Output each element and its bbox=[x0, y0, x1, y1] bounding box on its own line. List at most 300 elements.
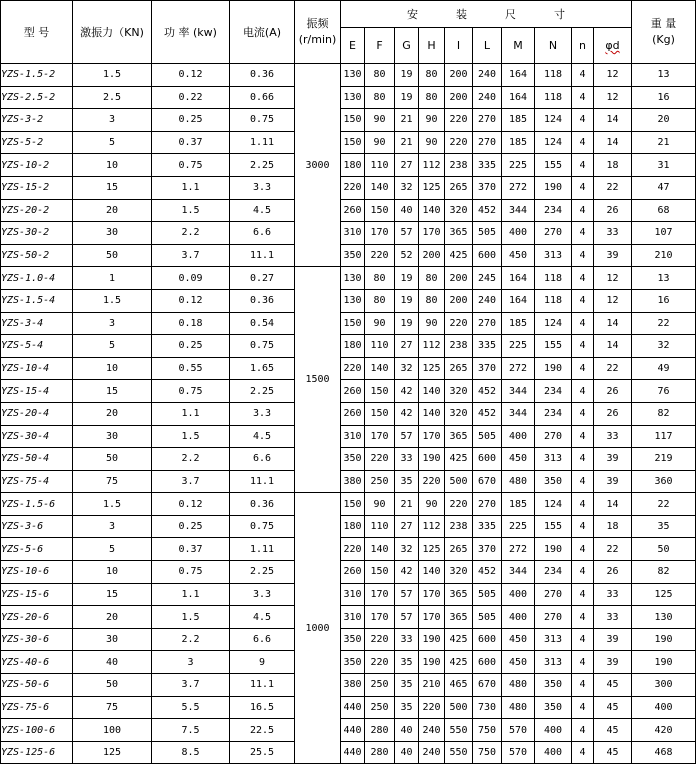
value-cell: 21 bbox=[395, 493, 419, 516]
value-cell: 600 bbox=[473, 244, 502, 267]
value-cell: 0.75 bbox=[152, 154, 230, 177]
value-cell: 670 bbox=[473, 470, 502, 493]
value-cell: 4 bbox=[572, 583, 594, 606]
value-cell: 100 bbox=[73, 719, 152, 742]
value-cell: 220 bbox=[365, 628, 395, 651]
value-cell: 45 bbox=[594, 674, 632, 697]
value-cell: 670 bbox=[473, 674, 502, 697]
value-cell: 0.75 bbox=[230, 109, 295, 132]
value-cell: 19 bbox=[395, 86, 419, 109]
value-cell: 40 bbox=[395, 741, 419, 764]
table-row bbox=[1, 651, 696, 674]
value-cell: 90 bbox=[365, 131, 395, 154]
value-cell: 90 bbox=[419, 131, 445, 154]
value-cell: 42 bbox=[395, 561, 419, 584]
table-row bbox=[1, 312, 696, 335]
value-cell: 370 bbox=[473, 538, 502, 561]
value-cell: 21 bbox=[632, 131, 696, 154]
value-cell: 33 bbox=[395, 448, 419, 471]
model-cell: YZS-3-4 bbox=[1, 312, 73, 335]
value-cell: 300 bbox=[632, 674, 696, 697]
value-cell: 272 bbox=[502, 176, 535, 199]
value-cell: 10 bbox=[73, 561, 152, 584]
header-dim-8: n bbox=[572, 28, 594, 64]
value-cell: 4 bbox=[572, 470, 594, 493]
value-cell: 3 bbox=[73, 312, 152, 335]
value-cell: 320 bbox=[445, 561, 473, 584]
value-cell: 57 bbox=[395, 222, 419, 245]
value-cell: 350 bbox=[341, 628, 365, 651]
value-cell: 140 bbox=[365, 538, 395, 561]
value-cell: 425 bbox=[445, 651, 473, 674]
value-cell: 1 bbox=[73, 267, 152, 290]
value-cell: 22 bbox=[632, 312, 696, 335]
table-row bbox=[1, 719, 696, 742]
value-cell: 50 bbox=[73, 244, 152, 267]
value-cell: 150 bbox=[341, 131, 365, 154]
value-cell: 200 bbox=[445, 289, 473, 312]
value-cell: 130 bbox=[341, 289, 365, 312]
value-cell: 42 bbox=[395, 380, 419, 403]
value-cell: 20 bbox=[632, 109, 696, 132]
value-cell: 440 bbox=[341, 741, 365, 764]
value-cell: 30 bbox=[73, 628, 152, 651]
value-cell: 270 bbox=[535, 606, 572, 629]
model-cell: YZS-100-6 bbox=[1, 719, 73, 742]
value-cell: 118 bbox=[535, 86, 572, 109]
table-row bbox=[1, 335, 696, 358]
value-cell: 130 bbox=[341, 267, 365, 290]
value-cell: 50 bbox=[73, 674, 152, 697]
value-cell: 125 bbox=[73, 741, 152, 764]
value-cell: 155 bbox=[535, 335, 572, 358]
value-cell: 0.66 bbox=[230, 86, 295, 109]
value-cell: 164 bbox=[502, 86, 535, 109]
table-row bbox=[1, 538, 696, 561]
value-cell: 12 bbox=[594, 267, 632, 290]
value-cell: 164 bbox=[502, 289, 535, 312]
value-cell: 118 bbox=[535, 64, 572, 87]
value-cell: 570 bbox=[502, 741, 535, 764]
value-cell: 220 bbox=[445, 109, 473, 132]
value-cell: 2.25 bbox=[230, 380, 295, 403]
value-cell: 45 bbox=[594, 741, 632, 764]
value-cell: 4 bbox=[572, 448, 594, 471]
header-force: 激振力（KN) bbox=[73, 1, 152, 64]
value-cell: 4 bbox=[572, 357, 594, 380]
value-cell: 420 bbox=[632, 719, 696, 742]
model-cell: YZS-2.5-2 bbox=[1, 86, 73, 109]
model-cell: YZS-10-4 bbox=[1, 357, 73, 380]
value-cell: 500 bbox=[445, 470, 473, 493]
value-cell: 2.25 bbox=[230, 154, 295, 177]
value-cell: 5 bbox=[73, 538, 152, 561]
value-cell: 170 bbox=[419, 425, 445, 448]
value-cell: 360 bbox=[632, 470, 696, 493]
value-cell: 550 bbox=[445, 719, 473, 742]
value-cell: 4 bbox=[572, 606, 594, 629]
value-cell: 350 bbox=[535, 674, 572, 697]
value-cell: 90 bbox=[419, 312, 445, 335]
value-cell: 125 bbox=[419, 176, 445, 199]
model-cell: YZS-10-6 bbox=[1, 561, 73, 584]
value-cell: 124 bbox=[535, 131, 572, 154]
value-cell: 335 bbox=[473, 515, 502, 538]
value-cell: 270 bbox=[535, 222, 572, 245]
value-cell: 31 bbox=[632, 154, 696, 177]
model-cell: YZS-5-2 bbox=[1, 131, 73, 154]
value-cell: 20 bbox=[73, 606, 152, 629]
value-cell: 15 bbox=[73, 176, 152, 199]
value-cell: 4 bbox=[572, 674, 594, 697]
value-cell: 320 bbox=[445, 402, 473, 425]
model-cell: YZS-30-4 bbox=[1, 425, 73, 448]
table-row bbox=[1, 493, 696, 516]
value-cell: 220 bbox=[341, 357, 365, 380]
value-cell: 5 bbox=[73, 335, 152, 358]
table-header bbox=[1, 1, 696, 64]
value-cell: 2.2 bbox=[152, 628, 230, 651]
value-cell: 0.18 bbox=[152, 312, 230, 335]
value-cell: 180 bbox=[341, 335, 365, 358]
table-row bbox=[1, 109, 696, 132]
table-row bbox=[1, 402, 696, 425]
table-row bbox=[1, 448, 696, 471]
value-cell: 260 bbox=[341, 561, 365, 584]
value-cell: 313 bbox=[535, 448, 572, 471]
value-cell: 22 bbox=[594, 538, 632, 561]
value-cell: 220 bbox=[341, 176, 365, 199]
value-cell: 2.5 bbox=[73, 86, 152, 109]
value-cell: 310 bbox=[341, 222, 365, 245]
value-cell: 320 bbox=[445, 380, 473, 403]
value-cell: 4 bbox=[572, 222, 594, 245]
value-cell: 110 bbox=[365, 154, 395, 177]
value-cell: 4 bbox=[572, 335, 594, 358]
value-cell: 370 bbox=[473, 176, 502, 199]
value-cell: 4 bbox=[572, 538, 594, 561]
value-cell: 6.6 bbox=[230, 448, 295, 471]
header-dim-3: H bbox=[419, 28, 445, 64]
value-cell: 118 bbox=[535, 289, 572, 312]
value-cell: 425 bbox=[445, 448, 473, 471]
header-dim-7: N bbox=[535, 28, 572, 64]
header-vibration-unit: (r/min) bbox=[298, 33, 337, 46]
value-cell: 14 bbox=[594, 131, 632, 154]
value-cell: 4 bbox=[572, 267, 594, 290]
header-weight-unit: (Kg) bbox=[652, 33, 675, 46]
model-cell: YZS-75-4 bbox=[1, 470, 73, 493]
header-vibration-label: 振频 bbox=[306, 17, 329, 30]
value-cell: 4 bbox=[572, 199, 594, 222]
value-cell: 20 bbox=[73, 402, 152, 425]
value-cell: 450 bbox=[502, 244, 535, 267]
value-cell: 1.5 bbox=[73, 64, 152, 87]
value-cell: 80 bbox=[419, 289, 445, 312]
value-cell: 4 bbox=[572, 515, 594, 538]
value-cell: 14 bbox=[594, 493, 632, 516]
value-cell: 90 bbox=[365, 109, 395, 132]
value-cell: 270 bbox=[535, 425, 572, 448]
table-body bbox=[1, 64, 696, 764]
value-cell: 130 bbox=[341, 64, 365, 87]
value-cell: 270 bbox=[473, 109, 502, 132]
value-cell: 39 bbox=[594, 628, 632, 651]
table-row bbox=[1, 561, 696, 584]
value-cell: 68 bbox=[632, 199, 696, 222]
value-cell: 125 bbox=[419, 538, 445, 561]
value-cell: 140 bbox=[419, 402, 445, 425]
value-cell: 14 bbox=[594, 109, 632, 132]
value-cell: 4 bbox=[572, 493, 594, 516]
value-cell: 234 bbox=[535, 402, 572, 425]
value-cell: 350 bbox=[341, 448, 365, 471]
value-cell: 150 bbox=[365, 380, 395, 403]
table-row bbox=[1, 244, 696, 267]
value-cell: 155 bbox=[535, 154, 572, 177]
table-row bbox=[1, 222, 696, 245]
value-cell: 320 bbox=[445, 199, 473, 222]
value-cell: 164 bbox=[502, 64, 535, 87]
value-cell: 344 bbox=[502, 402, 535, 425]
value-cell: 14 bbox=[594, 312, 632, 335]
value-cell: 107 bbox=[632, 222, 696, 245]
value-cell: 4.5 bbox=[230, 606, 295, 629]
value-cell: 200 bbox=[445, 267, 473, 290]
value-cell: 240 bbox=[473, 64, 502, 87]
value-cell: 90 bbox=[365, 312, 395, 335]
value-cell: 0.36 bbox=[230, 493, 295, 516]
value-cell: 0.55 bbox=[152, 357, 230, 380]
value-cell: 13 bbox=[632, 64, 696, 87]
value-cell: 4 bbox=[572, 561, 594, 584]
value-cell: 240 bbox=[473, 289, 502, 312]
value-cell: 16 bbox=[632, 86, 696, 109]
value-cell: 82 bbox=[632, 561, 696, 584]
value-cell: 245 bbox=[473, 267, 502, 290]
value-cell: 164 bbox=[502, 267, 535, 290]
value-cell: 9 bbox=[230, 651, 295, 674]
value-cell: 3 bbox=[152, 651, 230, 674]
value-cell: 3 bbox=[73, 109, 152, 132]
value-cell: 4 bbox=[572, 402, 594, 425]
value-cell: 220 bbox=[365, 244, 395, 267]
value-cell: 3.7 bbox=[152, 674, 230, 697]
value-cell: 1.5 bbox=[152, 425, 230, 448]
value-cell: 150 bbox=[341, 109, 365, 132]
rpm-cell: 1000 bbox=[295, 493, 341, 764]
value-cell: 238 bbox=[445, 515, 473, 538]
value-cell: 0.75 bbox=[230, 335, 295, 358]
value-cell: 0.22 bbox=[152, 86, 230, 109]
value-cell: 47 bbox=[632, 176, 696, 199]
value-cell: 750 bbox=[473, 719, 502, 742]
value-cell: 57 bbox=[395, 583, 419, 606]
table-row bbox=[1, 289, 696, 312]
value-cell: 22 bbox=[594, 176, 632, 199]
value-cell: 13 bbox=[632, 267, 696, 290]
value-cell: 7.5 bbox=[152, 719, 230, 742]
value-cell: 140 bbox=[419, 561, 445, 584]
model-cell: YZS-1.5-4 bbox=[1, 289, 73, 312]
value-cell: 190 bbox=[535, 176, 572, 199]
value-cell: 344 bbox=[502, 199, 535, 222]
model-cell: YZS-3-2 bbox=[1, 109, 73, 132]
value-cell: 452 bbox=[473, 561, 502, 584]
value-cell: 32 bbox=[395, 176, 419, 199]
value-cell: 82 bbox=[632, 402, 696, 425]
value-cell: 52 bbox=[395, 244, 419, 267]
model-cell: YZS-3-6 bbox=[1, 515, 73, 538]
value-cell: 440 bbox=[341, 719, 365, 742]
value-cell: 90 bbox=[419, 109, 445, 132]
value-cell: 140 bbox=[419, 199, 445, 222]
value-cell: 190 bbox=[632, 628, 696, 651]
value-cell: 3.3 bbox=[230, 583, 295, 606]
value-cell: 4 bbox=[572, 719, 594, 742]
model-cell: YZS-15-6 bbox=[1, 583, 73, 606]
value-cell: 4 bbox=[572, 628, 594, 651]
value-cell: 0.37 bbox=[152, 538, 230, 561]
value-cell: 365 bbox=[445, 583, 473, 606]
value-cell: 0.75 bbox=[230, 515, 295, 538]
value-cell: 0.25 bbox=[152, 515, 230, 538]
value-cell: 18 bbox=[594, 515, 632, 538]
header-vibration-frequency bbox=[295, 1, 341, 64]
value-cell: 0.54 bbox=[230, 312, 295, 335]
value-cell: 2.25 bbox=[230, 561, 295, 584]
value-cell: 0.27 bbox=[230, 267, 295, 290]
value-cell: 452 bbox=[473, 199, 502, 222]
model-cell: YZS-20-2 bbox=[1, 199, 73, 222]
value-cell: 15 bbox=[73, 583, 152, 606]
value-cell: 39 bbox=[594, 470, 632, 493]
value-cell: 26 bbox=[594, 380, 632, 403]
value-cell: 35 bbox=[395, 696, 419, 719]
value-cell: 1.5 bbox=[152, 199, 230, 222]
value-cell: 155 bbox=[535, 515, 572, 538]
value-cell: 400 bbox=[632, 696, 696, 719]
value-cell: 19 bbox=[395, 312, 419, 335]
model-cell: YZS-30-6 bbox=[1, 628, 73, 651]
value-cell: 42 bbox=[395, 402, 419, 425]
value-cell: 234 bbox=[535, 380, 572, 403]
value-cell: 14 bbox=[594, 335, 632, 358]
value-cell: 170 bbox=[419, 606, 445, 629]
header-dim-9: φd bbox=[594, 28, 632, 64]
value-cell: 1.11 bbox=[230, 131, 295, 154]
value-cell: 344 bbox=[502, 561, 535, 584]
value-cell: 400 bbox=[502, 583, 535, 606]
value-cell: 260 bbox=[341, 199, 365, 222]
value-cell: 170 bbox=[419, 222, 445, 245]
header-dim-5: L bbox=[473, 28, 502, 64]
value-cell: 125 bbox=[632, 583, 696, 606]
value-cell: 1.11 bbox=[230, 538, 295, 561]
value-cell: 220 bbox=[445, 131, 473, 154]
value-cell: 600 bbox=[473, 628, 502, 651]
value-cell: 190 bbox=[419, 448, 445, 471]
value-cell: 27 bbox=[395, 515, 419, 538]
value-cell: 21 bbox=[395, 109, 419, 132]
value-cell: 170 bbox=[365, 583, 395, 606]
value-cell: 75 bbox=[73, 470, 152, 493]
value-cell: 39 bbox=[594, 244, 632, 267]
value-cell: 400 bbox=[502, 425, 535, 448]
value-cell: 238 bbox=[445, 154, 473, 177]
value-cell: 125 bbox=[419, 357, 445, 380]
value-cell: 27 bbox=[395, 154, 419, 177]
value-cell: 452 bbox=[473, 380, 502, 403]
value-cell: 80 bbox=[365, 86, 395, 109]
value-cell: 0.25 bbox=[152, 335, 230, 358]
value-cell: 180 bbox=[341, 154, 365, 177]
value-cell: 425 bbox=[445, 244, 473, 267]
value-cell: 4 bbox=[572, 425, 594, 448]
value-cell: 280 bbox=[365, 741, 395, 764]
value-cell: 32 bbox=[395, 538, 419, 561]
model-cell: YZS-5-4 bbox=[1, 335, 73, 358]
value-cell: 22 bbox=[632, 493, 696, 516]
value-cell: 270 bbox=[535, 583, 572, 606]
value-cell: 190 bbox=[419, 651, 445, 674]
value-cell: 0.09 bbox=[152, 267, 230, 290]
model-cell: YZS-1.5-6 bbox=[1, 493, 73, 516]
value-cell: 4 bbox=[572, 696, 594, 719]
model-cell: YZS-30-2 bbox=[1, 222, 73, 245]
table-row bbox=[1, 176, 696, 199]
value-cell: 238 bbox=[445, 335, 473, 358]
value-cell: 26 bbox=[594, 561, 632, 584]
value-cell: 200 bbox=[419, 244, 445, 267]
value-cell: 400 bbox=[535, 719, 572, 742]
model-cell: YZS-20-6 bbox=[1, 606, 73, 629]
model-cell: YZS-5-6 bbox=[1, 538, 73, 561]
table-row bbox=[1, 154, 696, 177]
value-cell: 425 bbox=[445, 628, 473, 651]
value-cell: 220 bbox=[365, 448, 395, 471]
value-cell: 112 bbox=[419, 335, 445, 358]
value-cell: 400 bbox=[502, 606, 535, 629]
value-cell: 80 bbox=[419, 86, 445, 109]
value-cell: 45 bbox=[594, 696, 632, 719]
value-cell: 505 bbox=[473, 425, 502, 448]
table-row bbox=[1, 741, 696, 764]
model-cell: YZS-15-2 bbox=[1, 176, 73, 199]
value-cell: 25.5 bbox=[230, 741, 295, 764]
value-cell: 15 bbox=[73, 380, 152, 403]
table-row bbox=[1, 86, 696, 109]
value-cell: 170 bbox=[365, 222, 395, 245]
value-cell: 80 bbox=[419, 64, 445, 87]
value-cell: 5 bbox=[73, 131, 152, 154]
value-cell: 0.37 bbox=[152, 131, 230, 154]
value-cell: 118 bbox=[535, 267, 572, 290]
value-cell: 2.2 bbox=[152, 448, 230, 471]
value-cell: 80 bbox=[365, 267, 395, 290]
header-dim-4: I bbox=[445, 28, 473, 64]
value-cell: 19 bbox=[395, 289, 419, 312]
value-cell: 500 bbox=[445, 696, 473, 719]
value-cell: 1.1 bbox=[152, 176, 230, 199]
value-cell: 117 bbox=[632, 425, 696, 448]
model-cell: YZS-50-4 bbox=[1, 448, 73, 471]
value-cell: 19 bbox=[395, 267, 419, 290]
value-cell: 4.5 bbox=[230, 425, 295, 448]
table-row bbox=[1, 674, 696, 697]
value-cell: 350 bbox=[535, 696, 572, 719]
value-cell: 600 bbox=[473, 448, 502, 471]
